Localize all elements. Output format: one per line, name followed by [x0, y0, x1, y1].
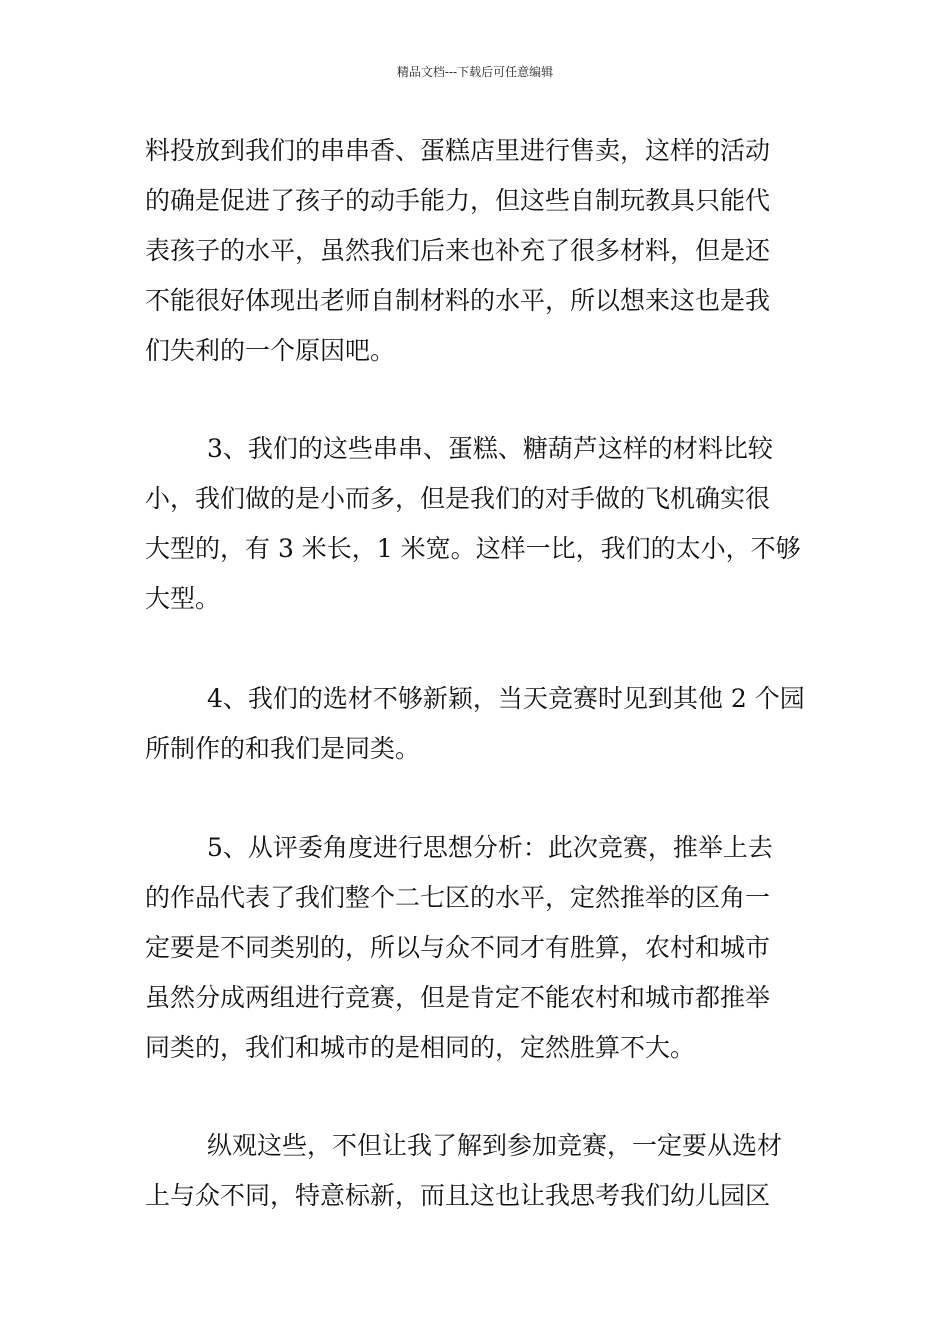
text-line: 5、从评委角度进行思想分析：此次竞赛，推举上去	[207, 833, 773, 862]
text-line: 大型。	[145, 584, 221, 613]
text-line: 大型的，有 3 米长，1 米宽。这样一比，我们的太小，不够	[145, 534, 801, 563]
text-line: 的作品代表了我们整个二七区的水平，定然推举的区角一	[145, 883, 771, 912]
paragraph-3	[145, 674, 805, 774]
text-line: 所制作的和我们是同类。	[145, 734, 421, 763]
paragraph-5	[145, 1121, 805, 1221]
text-line: 虽然分成两组进行竞赛，但是肯定不能农村和城市都推举	[145, 983, 771, 1012]
paragraph-1	[145, 126, 805, 376]
text-line: 们失利的一个原因吧。	[145, 336, 396, 365]
text-line: 料投放到我们的串串香、蛋糕店里进行售卖，这样的活动	[145, 136, 771, 165]
text-line: 纵观这些，不但让我了解到参加竞赛，一定要从选材	[207, 1131, 783, 1160]
text-line: 小，我们做的是小而多，但是我们的对手做的飞机确实很	[145, 484, 771, 513]
text-line: 3、我们的这些串串、蛋糕、糖葫芦这样的材料比较	[207, 434, 773, 463]
page-header: 精品文档---下载后可任意编辑	[396, 65, 554, 79]
text-line: 表孩子的水平，虽然我们后来也补充了很多材料，但是还	[145, 236, 771, 265]
text-line: 同类的，我们和城市的是相同的，定然胜算不大。	[145, 1033, 696, 1062]
text-line: 不能很好体现出老师自制材料的水平，所以想来这也是我	[145, 286, 771, 315]
text-line: 上与众不同，特意标新，而且这也让我思考我们幼儿园区	[145, 1181, 771, 1210]
paragraph-2	[145, 424, 805, 624]
paragraph-4	[145, 823, 805, 1073]
text-line: 的确是促进了孩子的动手能力，但这些自制玩教具只能代	[145, 186, 771, 215]
text-line: 4、我们的选材不够新颖，当天竞赛时见到其他 2 个园	[207, 684, 805, 713]
text-line: 定要是不同类别的，所以与众不同才有胜算，农村和城市	[145, 933, 771, 962]
